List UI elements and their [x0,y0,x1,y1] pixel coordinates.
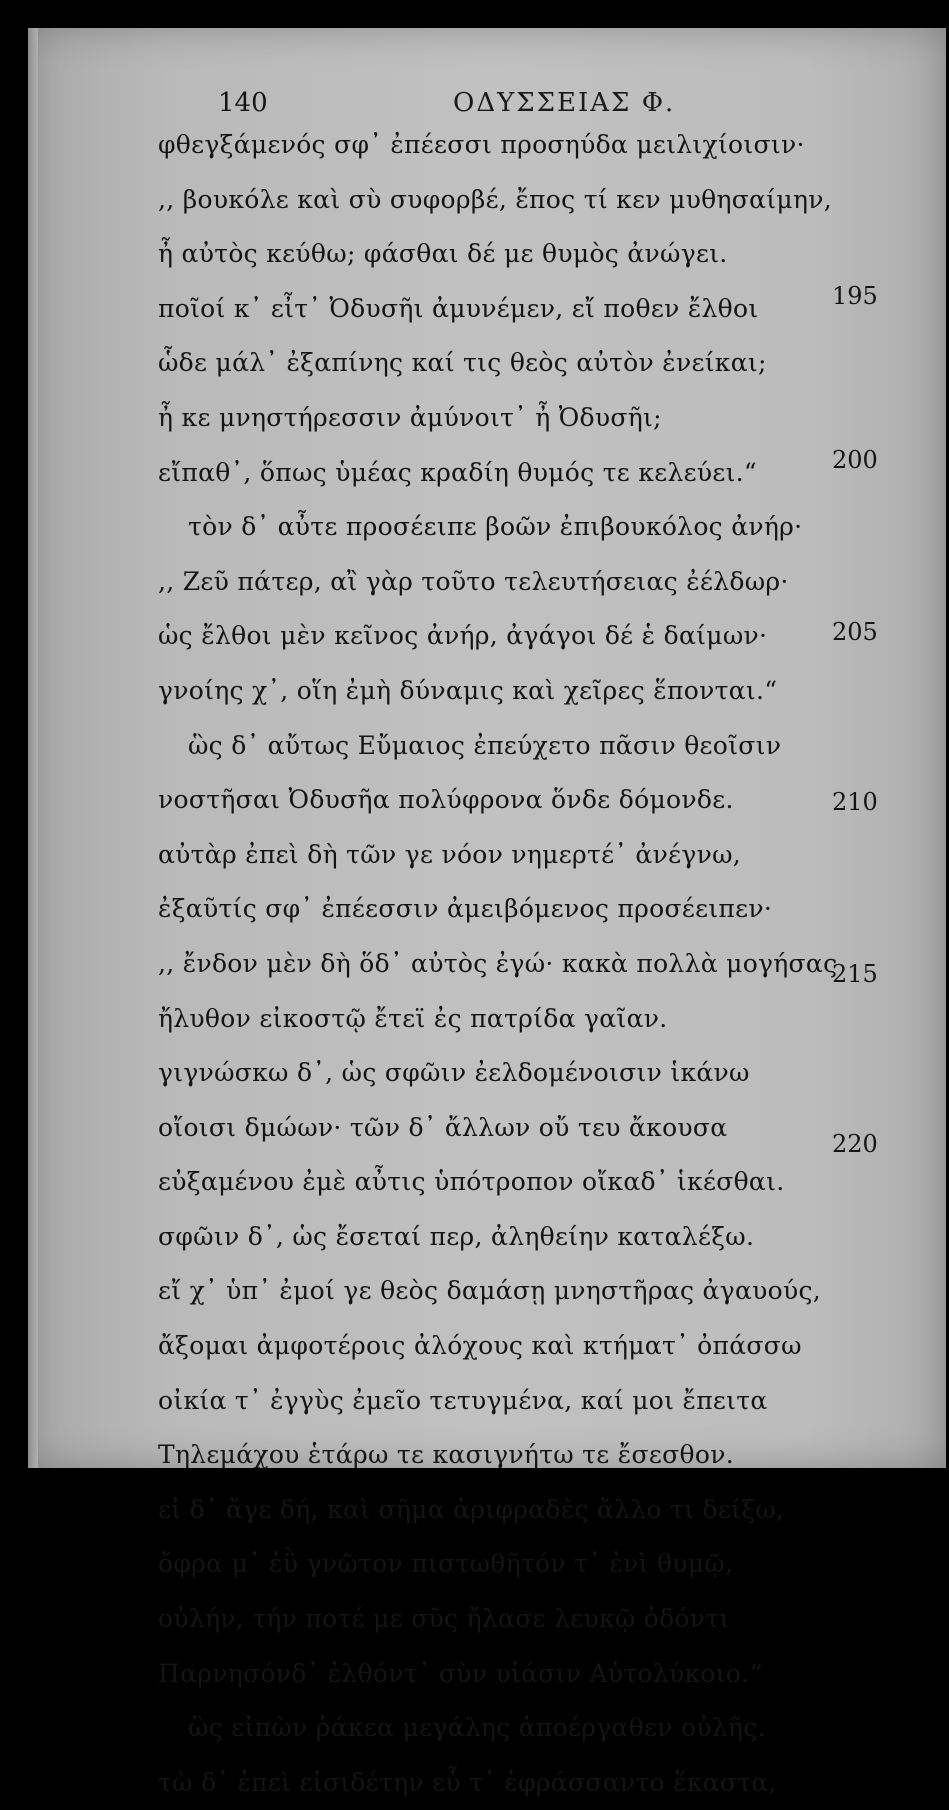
line-number-215: 215 [832,960,878,988]
line-number-205: 205 [832,618,878,646]
running-title: ΟΔΥΣΣΕΙΑΣ Φ. [453,88,676,118]
verse-line: γνοίης χ᾽, οἵη ἐμὴ δύναμις καὶ χεῖρες ἕπονται.“ [158,675,778,705]
verse-line: ἦ αὐτὸς κεύθω; φάσθαι δέ με θυμὸς ἀνώγει. [158,239,728,269]
verse-line: ὧδε μάλ᾽ ἐξαπίνης καί τις θεὸς αὐτὸν ἐνείκαι; [158,348,767,378]
line-number-210: 210 [832,788,878,816]
verse-line: ὡς ἔλθοι μὲν κεῖνος ἀνήρ, ἀγάγοι δέ ἑ δαίμων· [158,621,768,651]
verse-line: φθεγξάμενός σφ᾽ ἐπέεσσι προσηύδα μειλιχίοισιν· [158,130,805,159]
verse-line: ἐξαῦτίς σφ᾽ ἐπέεσσιν ἀμειβόμενος προσέειπεν· [158,894,773,924]
verse-line: εἴ χ᾽ ὑπ᾽ ἐμοί γε θεὸς δαμάσῃ μνηστῆρας ἀγαυούς, [158,1276,822,1306]
verse-text-block [158,118,848,1810]
verse-line: ὣς δ᾽ αὔτως Εὔμαιος ἐπεύχετο πᾶσιν θεοῖσιν [188,730,782,760]
verse-line: ,, Ζεῦ πάτερ, αἲ γὰρ τοῦτο τελευτήσειας ἐέλδωρ· [158,566,789,596]
verse-line: τὸν δ᾽ αὖτε προσέειπε βοῶν ἐπιβουκόλος ἀνήρ· [188,512,803,542]
verse-line: οἰκία τ᾽ ἐγγὺς ἐμεῖο τετυγμένα, καί μοι ἔπειτα [158,1385,768,1415]
page-number: 140 [218,88,268,118]
verse-line: ἦ κε μνηστήρεσσιν ἀμύνοιτ᾽ ἦ Ὀδυσῆι; [158,402,662,432]
line-number-200: 200 [832,446,878,474]
verse-line: ὣς εἰπὼν ῥάκεα μεγάλης ἀποέργαθεν οὐλῆς. [188,1713,766,1743]
verse-line: νοστῆσαι Ὀδυσῆα πολύφρονα ὅνδε δόμονδε. [158,785,734,815]
verse-line: γιγνώσκω δ᾽, ὡς σφῶιν ἐελδομένοισιν ἱκάνω [158,1058,750,1088]
verse-line: οἴοισι δμώων· τῶν δ᾽ ἄλλων οὔ τευ ἄκουσα [158,1112,728,1142]
verse-line: ,, ἔνδον μὲν δὴ ὅδ᾽ αὐτὸς ἐγώ· κακὰ πολλὰ μογήσας [158,948,838,978]
page-spine-shadow [28,28,38,1468]
verse-line: εἰ δ᾽ ἄγε δή, καὶ σῆμα ἀριφραδὲς ἄλλο τι δείξω, [158,1494,785,1524]
verse-line: ὄφρα μ᾽ ἐῢ γνῶτον πιστωθῆτόν τ᾽ ἐνὶ θυμῷ, [158,1549,734,1579]
line-number-220: 220 [832,1130,878,1158]
verse-line: Παρνησόνδ᾽ ἐλθόντ᾽ σὺν υἱάσιν Αὐτολύκοιο.“ [158,1658,763,1688]
verse-line: τὼ δ᾽ ἐπεὶ εἰσιδέτην εὖ τ᾽ ἐφράσσαντο ἕκαστα, [158,1767,777,1797]
verse-line: ,, βουκόλε καὶ σὺ συφορβέ, ἔπος τί κεν μυθησαίμην, [158,184,832,214]
verse-line: ἤλυθον εἰκοστῷ ἔτεϊ ἐς πατρίδα γαῖαν. [158,1003,668,1033]
verse-line: αὐτὰρ ἐπεὶ δὴ τῶν γε νόον νημερτέ᾽ ἀνέγνω, [158,839,742,869]
verse-line: εἴπαθ᾽, ὅπως ὑμέας κραδίη θυμός τε κελεύει.“ [158,457,758,487]
verse-line: οὐλήν, τήν ποτέ με σῦς ἤλασε λευκῷ ὀδόντι [158,1604,730,1634]
verse-line: εὐξαμένου ἐμὲ αὖτις ὑπότροπον οἴκαδ᾽ ἱκέσθαι. [158,1167,785,1197]
line-number-195: 195 [832,282,878,310]
verse-line: ποῖοί κ᾽ εἶτ᾽ Ὀδυσῆι ἀμυνέμεν, εἴ ποθεν ἔλθοι [158,293,759,323]
verse-line: σφῶιν δ᾽, ὡς ἔσεταί περ, ἀληθείην καταλέξω. [158,1221,755,1251]
verse-line: Τηλεμάχου ἑτάρω τε κασιγνήτω τε ἔσεσθον. [158,1440,734,1470]
verse-line: ἄξομαι ἀμφοτέροις ἀλόχους καὶ κτήματ᾽ ὀπάσσω [158,1331,802,1361]
